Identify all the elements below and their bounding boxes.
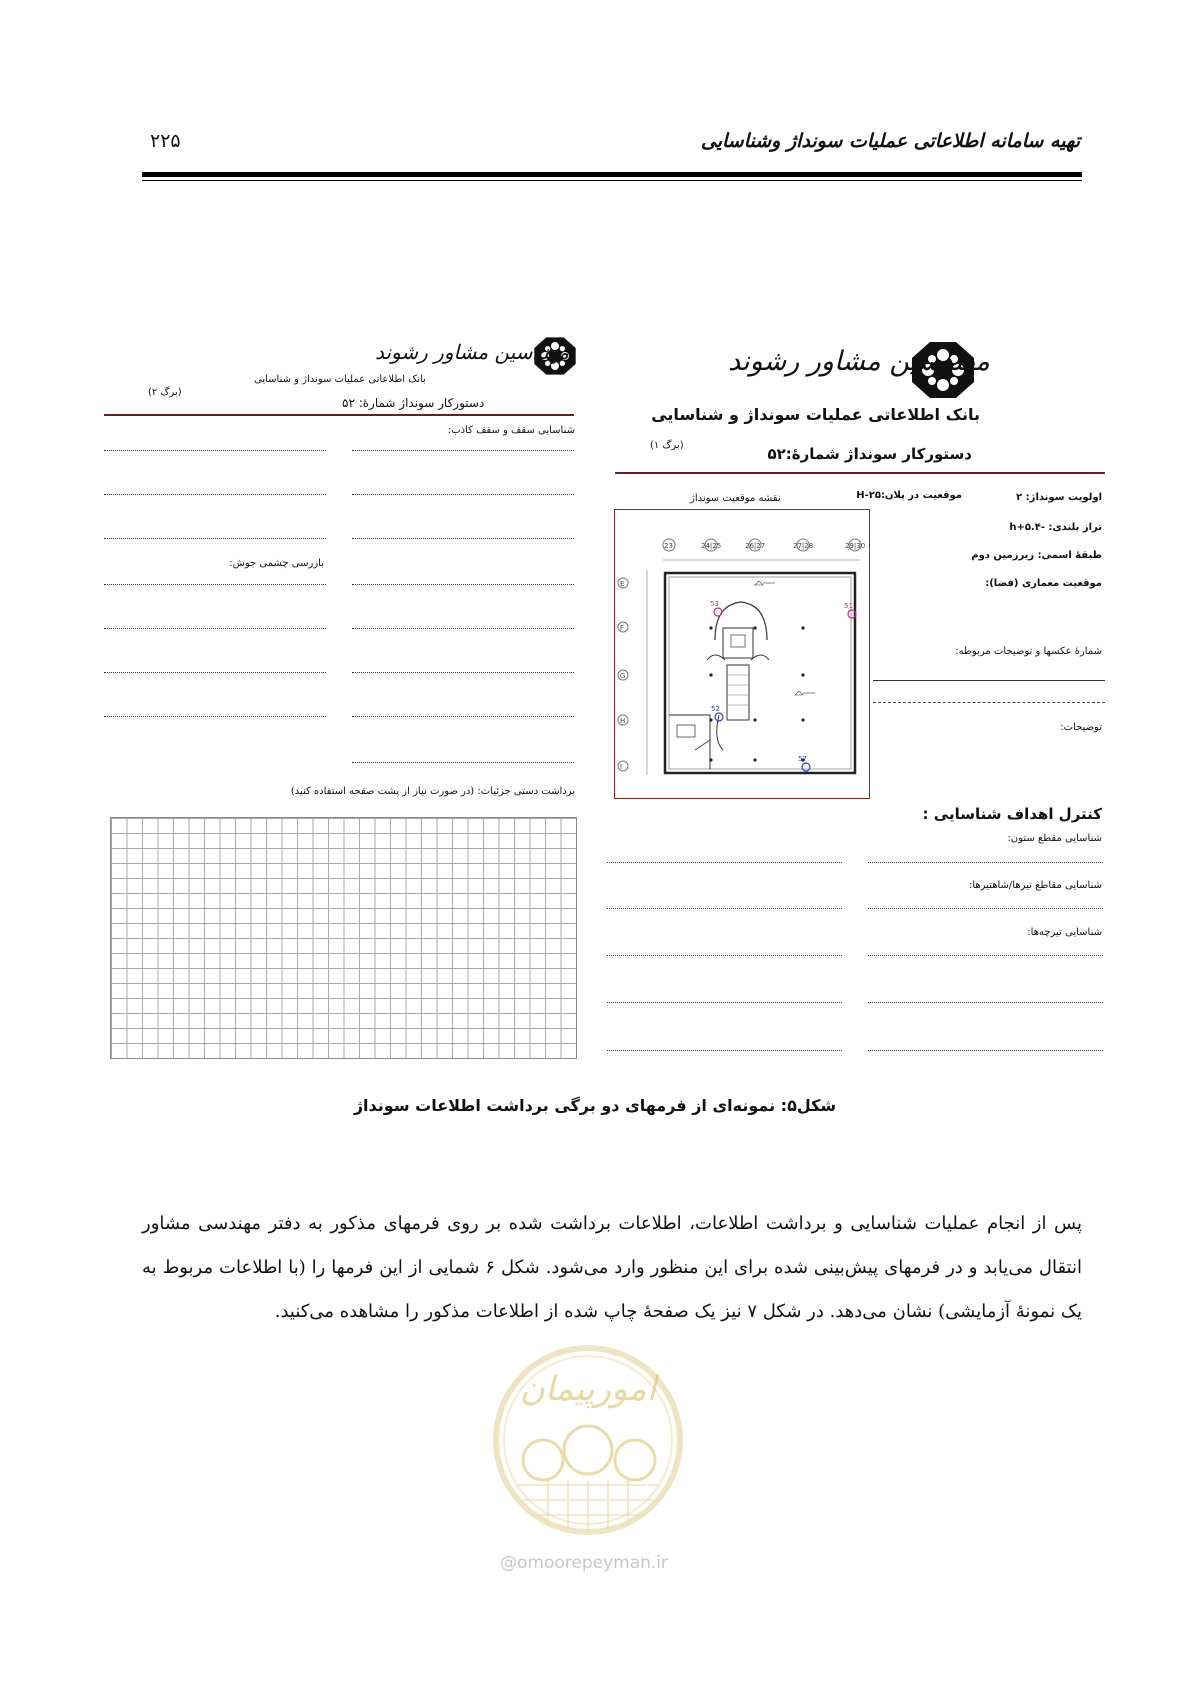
row-label: H [620,717,626,725]
map-title: نقشه موقعیت سونداژ [690,493,781,504]
brand-script: مهندسین مشاور رشوند [375,340,569,364]
floor-plan-drawing [615,510,869,798]
row-label: E [620,580,625,588]
control-title: کنترل اهداف شناسایی : [922,805,1102,823]
fill-line [352,762,574,763]
header-rule [142,172,1082,177]
col-label: 24|25 [701,542,722,550]
photo-line [873,680,1105,681]
photo-label: شمارهٔ عکسها و توضیحات مربوطه: [955,646,1102,657]
fill-line [868,862,1103,863]
fill-line [104,628,326,629]
joist-label: شناسایی تیرچه‌ها: [1027,927,1102,938]
fill-line [607,1050,842,1051]
sondage-marker: 57 [798,755,807,763]
ceiling-label: شناسایی سقف و سقف کاذب: [447,425,575,436]
fill-line [352,494,574,495]
sheet-label: (برگ ۱) [650,440,684,451]
level-label: تراز بلندی: [1048,522,1102,533]
col-label: 27|28 [793,542,814,550]
fill-line [607,908,842,909]
watermark-url [500,1553,668,1573]
row-label: G [620,672,626,680]
col-label: 23 [664,542,673,550]
fill-line [104,494,326,495]
form-divider [615,472,1105,474]
row-label: I [620,763,623,771]
at-icon: @ [500,1553,517,1573]
level-value: -۵.۴+h [1009,522,1045,533]
watermark-seal [488,1340,688,1554]
fill-line [352,628,574,629]
fill-line [104,538,326,539]
fill-line [607,955,842,956]
form-divider [104,414,574,416]
column-section-label: شناسایی مقطع ستون: [1007,833,1102,844]
plan-location-label: موقعیت در پلان:۲۵-H [856,490,962,501]
weld-label: بازرسی چشمی جوش: [229,558,324,569]
arch-location-label: موقعیت معماری (فضا): [985,578,1102,589]
sondage-marker: 53 [710,600,719,608]
level-row [1009,522,1102,533]
fill-line [607,862,842,863]
body-paragraph: پس از انجام عملیات شناسایی و برداشت اطلاعات، اطلاعات برداشت شده بر روی فرمهای مذکور به دفتر مهندسی مشاور انتقال می‌یابد و در فرمهای پیش‌بینی شده برای این منظور وارد می‌شود. شکل ۶ شمایی از این فرمها را (با اطلاعات مربوط به یک نمونهٔ آزمایشی) نشان می‌دهد. در شکل ۷ نیز یک صفحهٔ چاپ شده از اطلاعات مذکور را مشاهده می‌کنید. [142,1213,1083,1322]
order-title: دستورکار سونداژ شمارهٔ:۵۲ [767,445,972,463]
fill-line [868,908,1103,909]
figure-caption: شکل۵: نمونه‌ای از فرمهای دو برگی برداشت اطلاعات سونداژ [353,1096,837,1115]
row-label: F [620,624,625,632]
bank-title: بانک اطلاعاتی عملیات سونداژ و شناسایی [651,405,980,424]
col-label: 29|30 [845,542,866,550]
photo-line-2 [873,702,1105,703]
fill-line [104,716,326,717]
fill-line [868,955,1103,956]
beam-section-label: شناسایی مقاطع تیرها/شاهتیرها: [968,880,1102,891]
sketch-grid[interactable] [110,817,577,1059]
notes-label: توضیحات: [1060,722,1102,733]
watermark-url-text: omoorepeyman.ir [517,1553,669,1573]
page-number: ۲۲۵ [150,130,181,152]
fill-line [868,1002,1103,1003]
fill-line [352,716,574,717]
sondage-marker: 51 [844,602,853,610]
fill-line [607,1002,842,1003]
running-title: تهیه سامانه اطلاعاتی عملیات سونداژ وشناسایی [700,130,1080,152]
header-rule-thin [142,180,1082,181]
bank-title: بانک اطلاعاتی عملیات سونداژ و شناسایی [254,374,426,385]
sondage-marker: 52 [711,705,720,713]
fill-line [352,538,574,539]
fill-line [352,672,574,673]
floor-label: طبقهٔ اسمی: زیرزمین دوم [971,550,1102,561]
sheet-label: (برگ ۲) [148,387,182,398]
priority-label: اولویت سونداژ: ۲ [1016,492,1102,503]
sketch-label: برداشت دستی جزئیات: (در صورت نیاز از پشت صفحه استفاده کنید) [290,786,575,797]
fill-line [352,450,574,451]
order-title: دستورکار سونداژ شمارهٔ: ۵۲ [342,396,485,410]
brand-script: مهندسین مشاور رشوند [728,346,990,377]
col-label: 26|27 [745,542,766,550]
fill-line [104,584,326,585]
location-map [614,509,870,799]
fill-line [104,450,326,451]
fill-line [868,1050,1103,1051]
seal-text: امورپیمان [519,1369,657,1409]
fill-line [352,584,574,585]
fill-line [104,672,326,673]
